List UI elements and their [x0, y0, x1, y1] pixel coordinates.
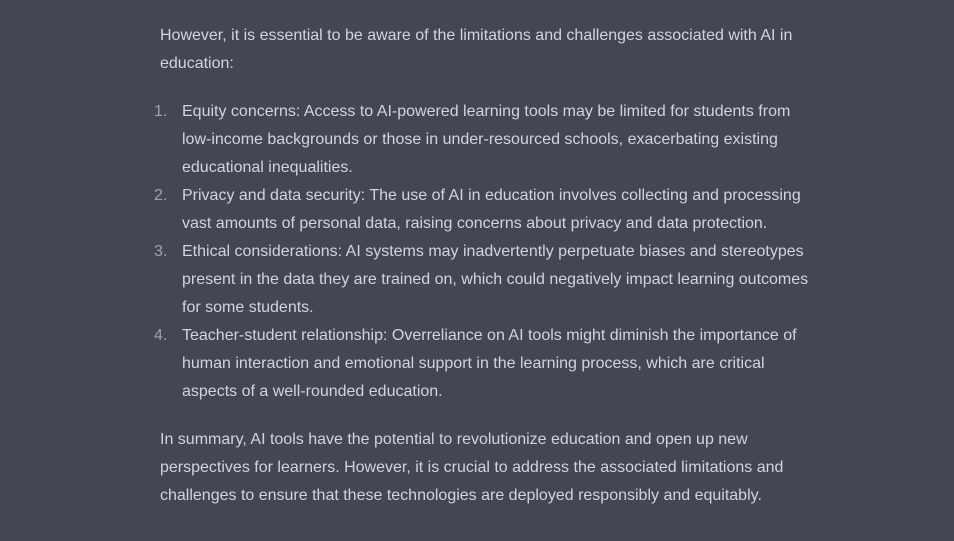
list-item-text: Privacy and data security: The use of AI in education involves collecting and processing vast amounts of personal data, raising concerns about privacy and data protection.: [182, 187, 801, 232]
summary-paragraph: In summary, AI tools have the potential to revolutionize education and open up new perspectives for learners. However, it is crucial to address the associated limitations and challenges to ensure that these technologies are deployed responsibly and equitably.: [160, 431, 784, 504]
list-item: [154, 322, 820, 406]
list-item: [154, 238, 820, 322]
list-number: 3.: [154, 243, 168, 260]
list-item-text: Teacher-student relationship: Overreliance on AI tools might diminish the importance of human interaction and emotional support in the learning process, which are critical aspects of a well-rounded education.: [182, 327, 797, 400]
list-item: [154, 182, 820, 238]
list-number: 1.: [154, 103, 168, 120]
list-number: 2.: [154, 187, 168, 204]
limitations-list: [154, 98, 820, 406]
list-item: [154, 98, 820, 182]
list-item-text: Equity concerns: Access to AI-powered learning tools may be limited for students from low-income backgrounds or those in under-resourced schools, exacerbating existing educational inequalities.: [182, 103, 791, 176]
list-item-text: Ethical considerations: AI systems may inadvertently perpetuate biases and stereotypes present in the data they are trained on, which could negatively impact learning outcomes for some students.: [182, 243, 809, 316]
assistant-message: [154, 22, 820, 510]
intro-paragraph: However, it is essential to be aware of the limitations and challenges associated with AI in education:: [160, 27, 793, 72]
list-number: 4.: [154, 327, 168, 344]
